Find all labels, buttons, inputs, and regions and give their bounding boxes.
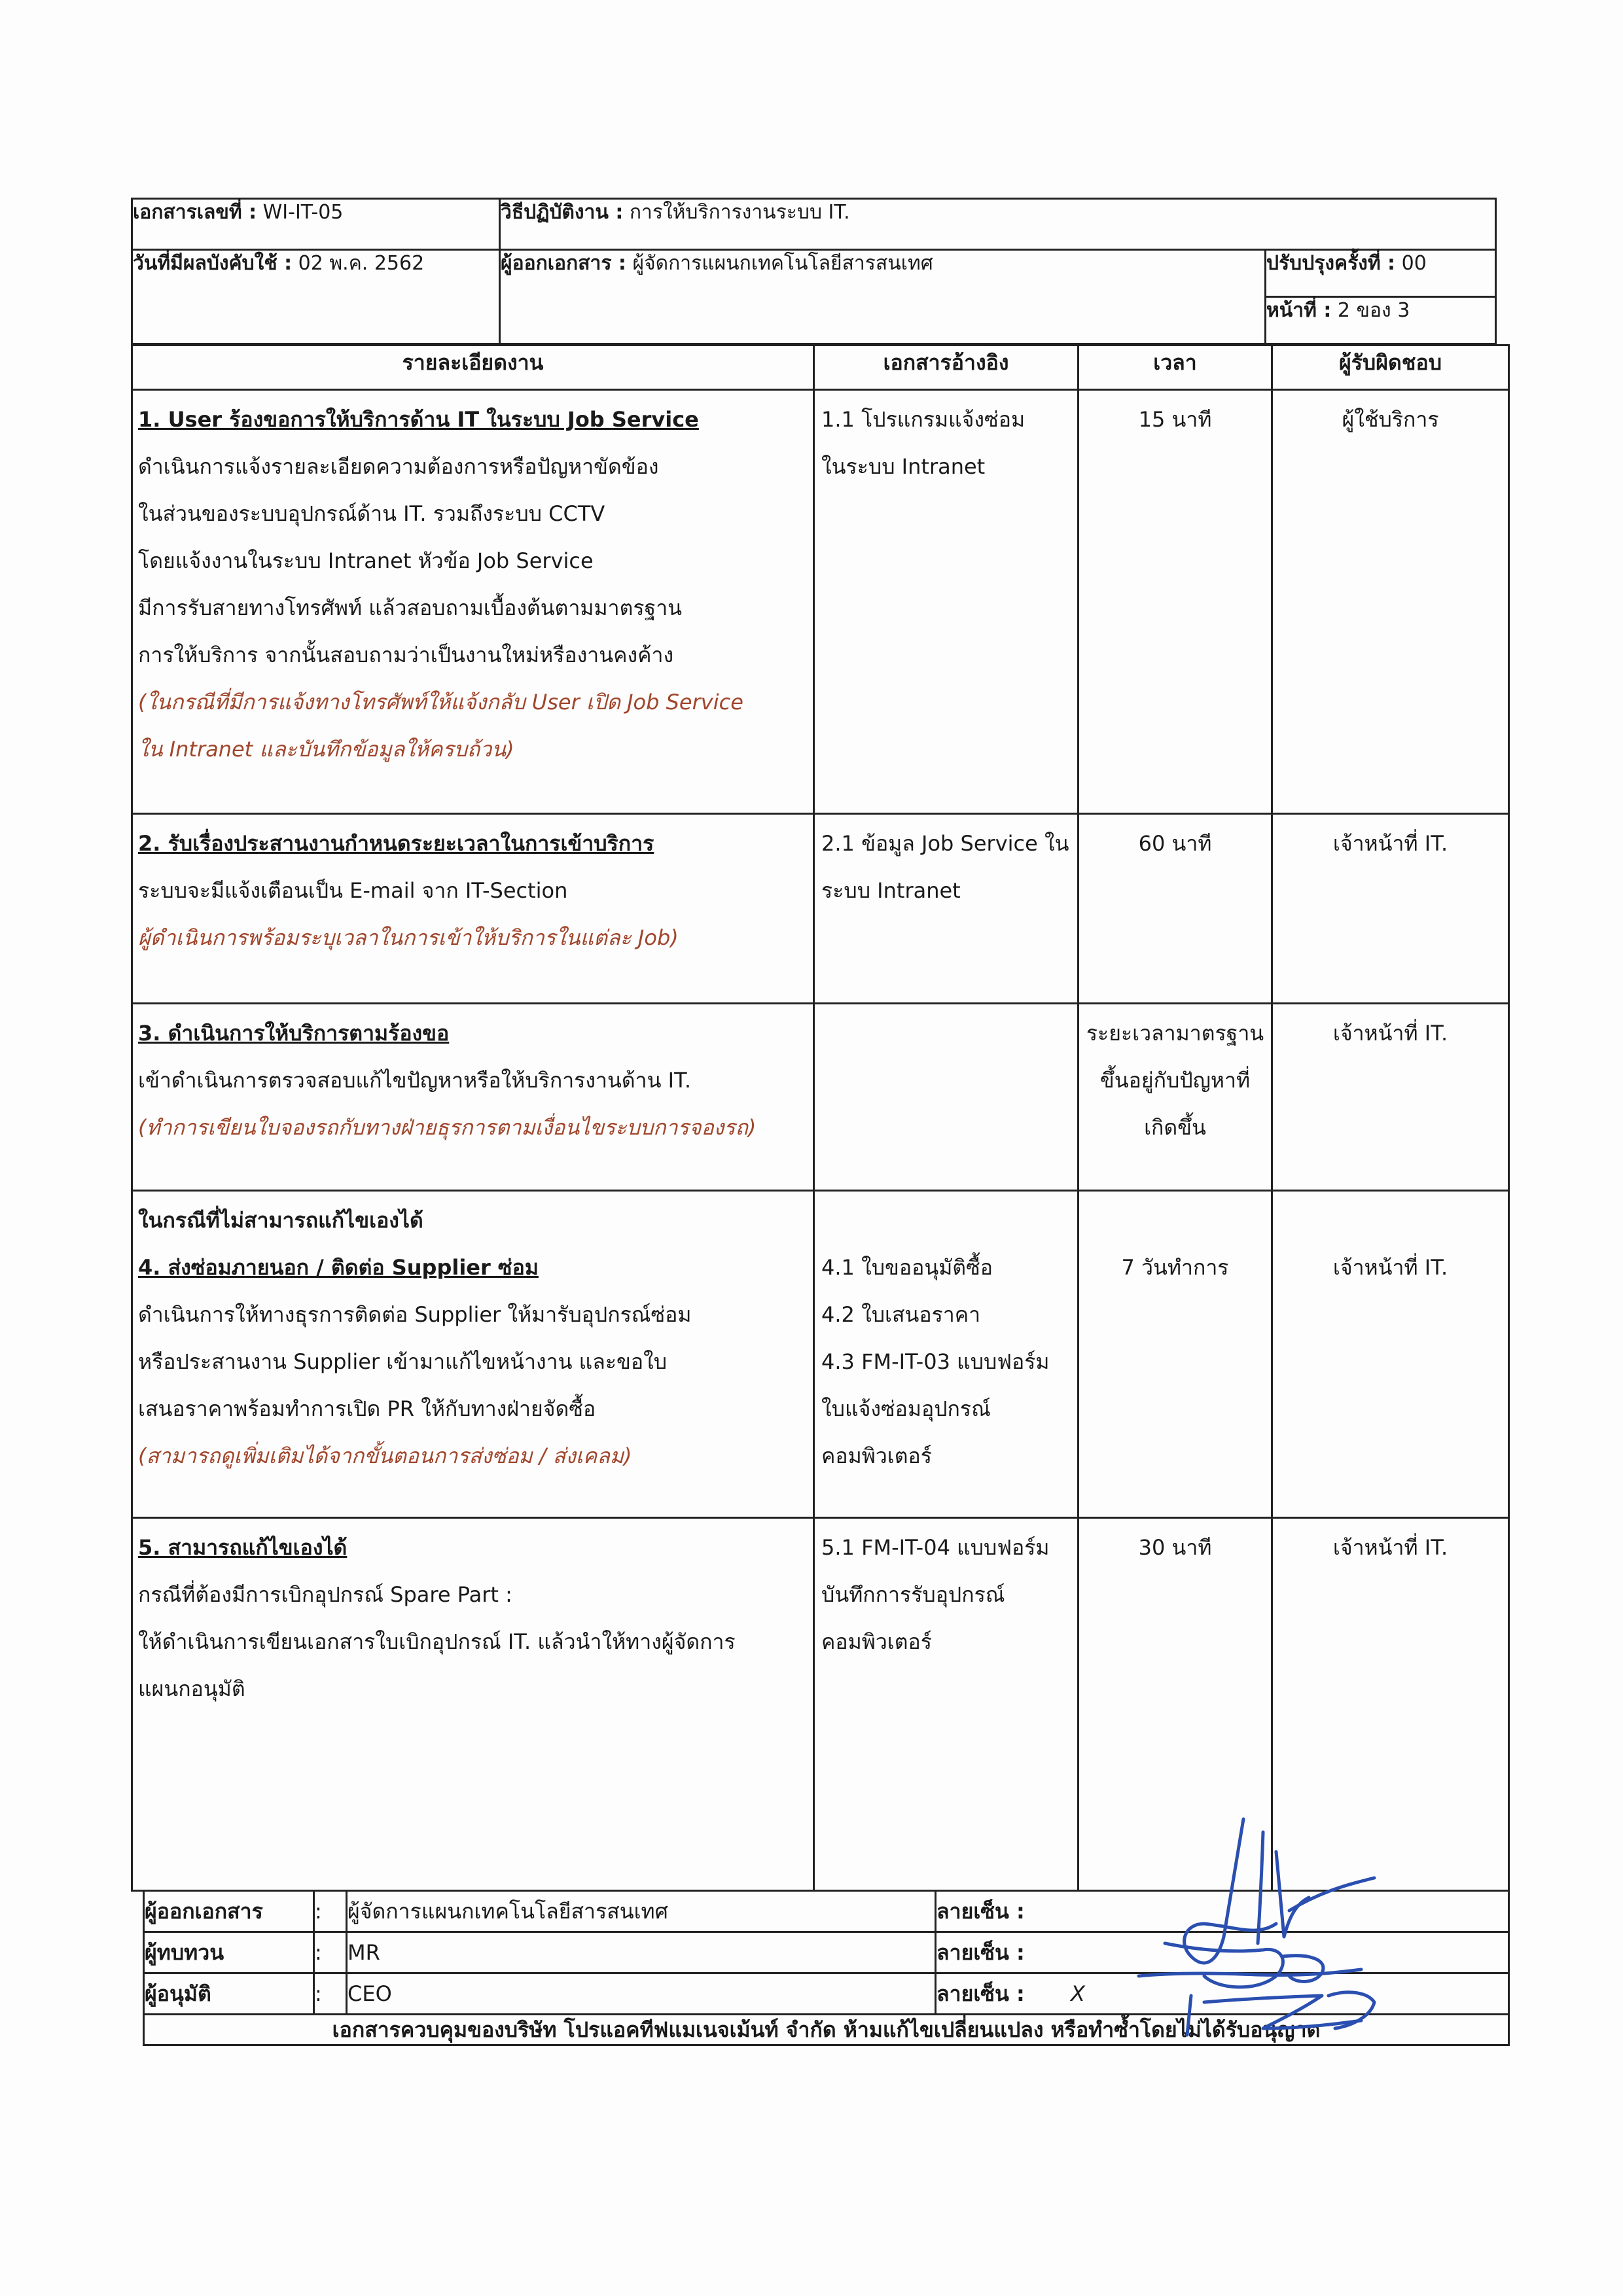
signature-image xyxy=(1113,1812,1387,2048)
step-5-detail xyxy=(132,1518,814,1891)
step-1-ref-2: ในระบบ Intranet xyxy=(821,454,986,479)
step-3-time-line-2: ขึ้นอยู่กับปัญหาที่ xyxy=(1099,1068,1251,1093)
step-3-time-line-3: เกิดขึ้น xyxy=(1144,1115,1206,1140)
issuer-cell xyxy=(500,250,1266,344)
step-1-time xyxy=(1079,390,1272,814)
step-3-note-1: (ทำการเขียนใบจองรถกับทางฝ่ายธุรการตามเงื่อนไขระบบการจองรถ) xyxy=(138,1115,757,1140)
step-4-line-1: ดำเนินการให้ทางธุรการติดต่อ Supplier ให้มารับอุปกรณ์ซ่อม xyxy=(138,1302,692,1327)
step-row-3 xyxy=(132,1004,1509,1191)
step-5-ref-1: 5.1 FM-IT-04 แบบฟอร์ม xyxy=(821,1535,1050,1560)
issuer-label: ผู้ออกเอกสาร : xyxy=(501,252,626,275)
column-header-time: เวลา xyxy=(1079,345,1272,390)
procedure-table xyxy=(131,344,1510,1892)
approval-name-approver: CEO xyxy=(347,1973,936,2015)
step-5-line-3: แผนกอนุมัติ xyxy=(138,1676,245,1701)
effective-date-value: 02 พ.ค. 2562 xyxy=(298,252,425,275)
procedure-value: การให้บริการงานระบบ IT. xyxy=(629,201,850,224)
step-5-references xyxy=(814,1518,1079,1891)
step-1-ref-1: 1.1 โปรแกรมแจ้งซ่อม xyxy=(821,407,1026,432)
step-1-line-2: ในส่วนของระบบอุปกรณ์ด้าน IT. รวมถึงระบบ CCTV xyxy=(138,501,605,526)
step-2-line-1: ระบบจะมีแจ้งเตือนเป็น E-mail จาก IT-Section xyxy=(138,878,568,903)
step-1-note-2: ใน Intranet และบันทึกข้อมูลให้ครบถ้วน) xyxy=(138,737,514,762)
step-2-references xyxy=(814,814,1079,1004)
approval-role-issuer: ผู้ออกเอกสาร xyxy=(144,1891,314,1932)
step-4-ref-2: 4.2 ใบเสนอราคา xyxy=(821,1302,981,1327)
doc-number-cell xyxy=(132,199,500,250)
signature-x-mark: X xyxy=(1070,1981,1085,2006)
step-4-ref-1: 4.1 ใบขออนุมัติซื้อ xyxy=(821,1255,993,1280)
revision-cell xyxy=(1266,250,1496,297)
page-number-label: หน้าที่ : xyxy=(1266,299,1332,322)
step-4-ref-3: 4.3 FM-IT-03 แบบฟอร์ม xyxy=(821,1349,1050,1374)
step-5-responsible: เจ้าหน้าที่ IT. xyxy=(1272,1518,1509,1891)
effective-date-label: วันที่มีผลบังคับใช้ : xyxy=(133,252,293,275)
issuer-value: ผู้จัดการแผนกเทคโนโลยีสารสนเทศ xyxy=(632,252,933,275)
step-4-condition: ในกรณีที่ไม่สามารถแก้ไขเองได้ xyxy=(138,1208,423,1233)
procedure-label: วิธีปฏิบัติงาน : xyxy=(501,201,624,224)
step-1-time-value: 15 นาที xyxy=(1138,407,1212,432)
approval-sep-reviewer: : xyxy=(314,1932,347,1973)
column-header-reference: เอกสารอ้างอิง xyxy=(814,345,1079,390)
step-4-time xyxy=(1079,1191,1272,1518)
doc-number-label: เอกสารเลขที่ : xyxy=(133,201,257,224)
step-3-detail xyxy=(132,1004,814,1191)
approval-sep-approver: : xyxy=(314,1973,347,2015)
step-1-line-1: ดำเนินการแจ้งรายละเอียดความต้องการหรือปัญหาขัดข้อง xyxy=(138,454,659,479)
step-1-detail xyxy=(132,390,814,814)
step-4-ref-5: คอมพิวเตอร์ xyxy=(821,1443,932,1468)
step-5-line-1: กรณีที่ต้องมีการเบิกอุปกรณ์ Spare Part : xyxy=(138,1582,512,1607)
step-2-responsible: เจ้าหน้าที่ IT. xyxy=(1272,814,1509,1004)
step-row-4 xyxy=(132,1191,1509,1518)
document-control-note: เอกสารควบคุมของบริษัท โปรแอคทีฟแมเนจเม้นท์ จำกัด ห้ามแก้ไขเปลี่ยนแปลง หรือทำซ้ำโดยไม่ได้รับอนุญาต xyxy=(144,2015,1509,2045)
step-2-time xyxy=(1079,814,1272,1004)
approval-name-reviewer: MR xyxy=(347,1932,936,1973)
step-3-responsible: เจ้าหน้าที่ IT. xyxy=(1272,1004,1509,1191)
column-header-responsible: ผู้รับผิดชอบ xyxy=(1272,345,1509,390)
step-2-time-value: 60 นาที xyxy=(1138,831,1212,856)
signature-label: ลายเซ็น : xyxy=(936,1981,1025,2006)
approval-role-reviewer: ผู้ทบทวน xyxy=(144,1932,314,1973)
step-3-references xyxy=(814,1004,1079,1191)
step-1-line-4: มีการรับสายทางโทรศัพท์ แล้วสอบถามเบื้องต้นตามมาตรฐาน xyxy=(138,595,683,620)
step-3-title: 3. ดำเนินการให้บริการตามร้องขอ xyxy=(138,1021,450,1046)
step-2-title: 2. รับเรื่องประสานงานกำหนดระยะเวลาในการเข้าบริการ xyxy=(138,831,654,856)
signature-label: ลายเซ็น : xyxy=(936,1899,1025,1924)
step-1-note-1: (ในกรณีที่มีการแจ้งทางโทรศัพท์ให้แจ้งกลับ User เปิด Job Service xyxy=(138,690,743,715)
step-1-responsible: ผู้ใช้บริการ xyxy=(1272,390,1509,814)
step-row-1 xyxy=(132,390,1509,814)
revision-value: 00 xyxy=(1401,252,1427,275)
step-4-references xyxy=(814,1191,1079,1518)
step-2-note-1: ผู้ดำเนินการพร้อมระบุเวลาในการเข้าให้บริการในแต่ละ Job) xyxy=(138,925,679,950)
doc-number-value: WI-IT-05 xyxy=(262,201,344,224)
step-5-title: 5. สามารถแก้ไขเองได้ xyxy=(138,1535,348,1560)
revision-label: ปรับปรุงครั้งที่ : xyxy=(1266,252,1396,275)
step-1-line-3: โดยแจ้งงานในระบบ Intranet หัวข้อ Job Service xyxy=(138,548,594,573)
page-number-cell xyxy=(1266,297,1496,344)
step-1-title: 1. User ร้องขอการให้บริการด้าน IT ในระบบ Job Service xyxy=(138,407,699,432)
approval-name-issuer: ผู้จัดการแผนกเทคโนโลยีสารสนเทศ xyxy=(347,1891,936,1932)
approval-sep-issuer: : xyxy=(314,1891,347,1932)
step-2-ref-1: 2.1 ข้อมูล Job Service ใน xyxy=(821,831,1069,856)
step-2-detail xyxy=(132,814,814,1004)
step-4-responsible: เจ้าหน้าที่ IT. xyxy=(1272,1191,1509,1518)
procedure-cell xyxy=(500,199,1496,250)
step-5-time-value: 30 นาที xyxy=(1138,1535,1212,1560)
column-header-detail: รายละเอียดงาน xyxy=(132,345,814,390)
step-3-line-1: เข้าดำเนินการตรวจสอบแก้ไขปัญหาหรือให้บริการงานด้าน IT. xyxy=(138,1068,691,1093)
step-4-ref-4: ใบแจ้งซ่อมอุปกรณ์ xyxy=(821,1396,991,1421)
step-5-line-2: ให้ดำเนินการเขียนเอกสารใบเบิกอุปกรณ์ IT. แล้วนำให้ทางผู้จัดการ xyxy=(138,1629,736,1654)
approval-role-approver: ผู้อนุมัติ xyxy=(144,1973,314,2015)
step-5-ref-2: บันทึกการรับอุปกรณ์ xyxy=(821,1582,1005,1607)
step-1-references xyxy=(814,390,1079,814)
step-4-time-value: 7 วันทำการ xyxy=(1121,1255,1229,1280)
signature-label: ลายเซ็น : xyxy=(936,1940,1025,1965)
step-4-line-3: เสนอราคาพร้อมทำการเปิด PR ให้กับทางฝ่ายจัดซื้อ xyxy=(138,1396,596,1421)
effective-date-cell xyxy=(132,250,500,344)
step-4-line-2: หรือประสานงาน Supplier เข้ามาแก้ไขหน้างาน และขอใบ xyxy=(138,1349,668,1374)
step-2-ref-2: ระบบ Intranet xyxy=(821,878,961,903)
step-5-ref-3: คอมพิวเตอร์ xyxy=(821,1629,932,1654)
step-4-note-1: (สามารถดูเพิ่มเติมได้จากขั้นตอนการส่งซ่อม / ส่งเคลม) xyxy=(138,1443,632,1468)
step-3-time xyxy=(1079,1004,1272,1191)
step-4-title: 4. ส่งซ่อมภายนอก / ติดต่อ Supplier ซ่อม xyxy=(138,1255,539,1280)
step-row-2 xyxy=(132,814,1509,1004)
header-table xyxy=(131,198,1497,345)
step-4-detail xyxy=(132,1191,814,1518)
page-number-value: 2 ของ 3 xyxy=(1337,299,1410,322)
step-1-line-5: การให้บริการ จากนั้นสอบถามว่าเป็นงานใหม่หรืองานคงค้าง xyxy=(138,643,674,667)
step-3-time-line-1: ระยะเวลามาตรฐาน xyxy=(1086,1021,1264,1046)
